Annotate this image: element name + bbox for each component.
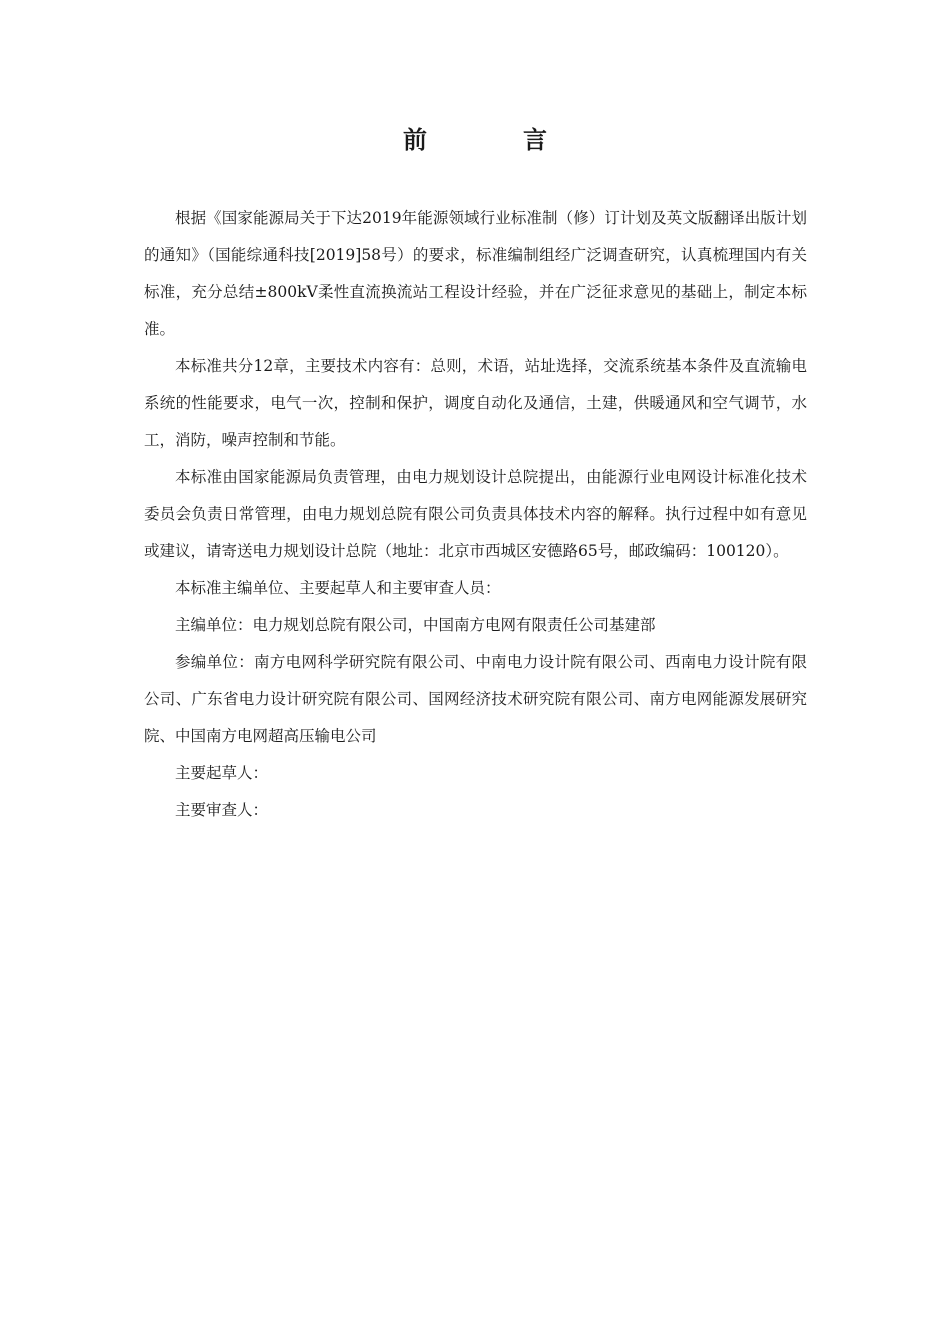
paragraph-management: 本标准由国家能源局负责管理，由电力规划设计总院提出，由能源行业电网设计标准化技术委员会负责日常管理，由电力规划总院有限公司负责具体技术内容的解释。执行过程中如有意见或建议，请寄送电力规划设计总院（地址：北京市西城区安德路65号，邮政编码：100120）。	[144, 468, 807, 560]
paragraph-participating-units: 参编单位：南方电网科学研究院有限公司、中南电力设计院有限公司、西南电力设计院有限公司、广东省电力设计研究院有限公司、国网经济技术研究院有限公司、南方电网能源发展研究院、中国南方电网超高压输电公司	[144, 653, 807, 745]
page-title: 前 言	[403, 125, 583, 154]
paragraph-main-reviewers: 主要审查人：	[175, 801, 269, 819]
paragraph-main-drafters: 主要起草人：	[175, 764, 269, 782]
paragraph-contents: 本标准共分12章，主要技术内容有：总则，术语，站址选择，交流系统基本条件及直流输电系统的性能要求，电气一次，控制和保护，调度自动化及通信，土建，供暖通风和空气调节，水工，消防，噪声控制和节能。	[144, 357, 807, 449]
preface-body	[144, 200, 807, 829]
paragraph-background: 根据《国家能源局关于下达2019年能源领域行业标准制（修）订计划及英文版翻译出版计划的通知》（国能综通科技[2019]58号）的要求，标准编制组经广泛调查研究，认真梳理国内有关标准，充分总结±800kV柔性直流换流站工程设计经验，并在广泛征求意见的基础上，制定本标准。	[144, 209, 807, 338]
paragraph-chief-editor: 主编单位：电力规划总院有限公司，中国南方电网有限责任公司基建部	[175, 616, 656, 634]
paragraph-units-intro: 本标准主编单位、主要起草人和主要审查人员：	[175, 579, 501, 597]
